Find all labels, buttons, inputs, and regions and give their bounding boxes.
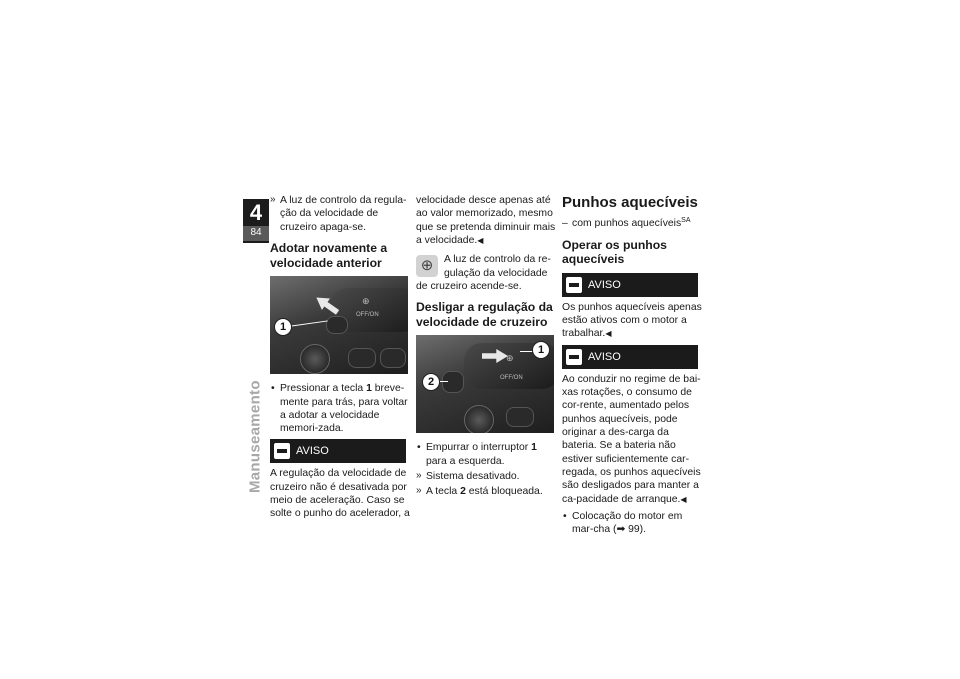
result-item: » Sistema desativado. xyxy=(416,470,556,483)
column-1 xyxy=(270,194,410,525)
column-2 xyxy=(416,194,556,501)
page-number: 84 xyxy=(243,226,269,241)
continued-text: velocidade desce apenas até ao valor memorizado, mesmo que se pretenda diminuir mais a velocidade.◀ xyxy=(416,195,556,246)
equipment-note: – com punhos aquecíveis$^{SA}$ xyxy=(562,217,702,230)
warning-text: A regulação da velocidade de cruzeiro não é desativada por meio de aceleração. Caso se solte o punho do acelerador, a xyxy=(270,468,410,520)
callout-2: 2 xyxy=(422,373,440,391)
cruise-control-icon: ⊕ xyxy=(416,255,438,277)
section-heading: Desligar a regulação da velocidade de cruzeiro xyxy=(416,300,553,329)
cruise-symbol: ⊕ xyxy=(362,296,370,307)
control-wheel xyxy=(464,405,494,433)
callout-1: 1 xyxy=(274,318,292,336)
cruise-button xyxy=(442,371,464,393)
chapter-tab xyxy=(243,199,269,243)
end-mark-icon: ◀ xyxy=(605,329,612,339)
end-mark-icon: ◀ xyxy=(680,494,687,504)
switch-label: OFF/ON xyxy=(356,312,379,319)
cruise-button xyxy=(326,316,348,334)
result-item: » A tecla 2 está bloqueada. xyxy=(416,485,556,498)
section-label-text: Manuseamento xyxy=(246,380,264,493)
callout-line xyxy=(288,321,328,328)
step-item: • Empurrar o interruptor 1 para a esquerda. xyxy=(416,441,556,468)
warning-banner xyxy=(562,273,698,297)
warning-hand-icon xyxy=(274,443,290,459)
warning-text: Ao conduzir no regime de bai-xas rotações, o consumo de cor-rente, aumentado pelos punhos aquecíveis, pode originar a des-carga da bateria. Se a bateria não estiver suficientemente car-regada, os punhos aquecíveis são desligados para manter a ca-pacidade de arranque.◀ xyxy=(562,373,701,505)
page-ref-arrow-icon: ➡ xyxy=(616,524,626,536)
section-heading: Adotar novamente a velocidade anterior xyxy=(270,240,388,270)
step-item: • Pressionar a tecla 1 breve-mente para trás, para voltar a adotar a velocidade memori-zada. xyxy=(270,382,410,435)
warning-banner xyxy=(562,345,698,369)
section-heading: Operar os punhos aquecíveis xyxy=(562,237,667,267)
warning-banner xyxy=(270,439,406,463)
button-left xyxy=(348,348,376,368)
handlebar-photo-1 xyxy=(270,276,408,374)
control-wheel xyxy=(300,344,330,374)
section-label xyxy=(244,372,266,502)
chapter-number: 4 xyxy=(249,200,263,225)
column-3 xyxy=(562,194,702,539)
warning-hand-icon xyxy=(566,349,582,365)
section-title: Punhos aquecíveis xyxy=(562,194,698,211)
handlebar-photo-2 xyxy=(416,335,554,433)
hazard-button xyxy=(380,348,406,368)
hazard-button xyxy=(506,407,534,427)
info-note xyxy=(416,253,556,293)
warning-label: AVISO xyxy=(588,278,621,291)
switch-label: OFF/ON xyxy=(500,375,523,382)
cruise-symbol: ⊕ xyxy=(506,353,514,364)
result-item: » A luz de controlo da regula-ção da velocidade de cruzeiro apaga-se. xyxy=(270,194,410,234)
step-item: • Colocação do motor em mar-cha (➡ 99). xyxy=(562,510,702,537)
warning-label: AVISO xyxy=(588,350,621,363)
warning-text: Os punhos aquecíveis apenas estão ativos com o motor a trabalhar.◀ xyxy=(562,301,702,340)
end-mark-icon: ◀ xyxy=(477,235,484,245)
warning-label: AVISO xyxy=(296,445,329,458)
warning-hand-icon xyxy=(566,277,582,293)
info-text: A luz de controlo da re-gulação da velocidade de cruzeiro acende-se. xyxy=(416,254,551,292)
callout-1: 1 xyxy=(532,341,550,359)
